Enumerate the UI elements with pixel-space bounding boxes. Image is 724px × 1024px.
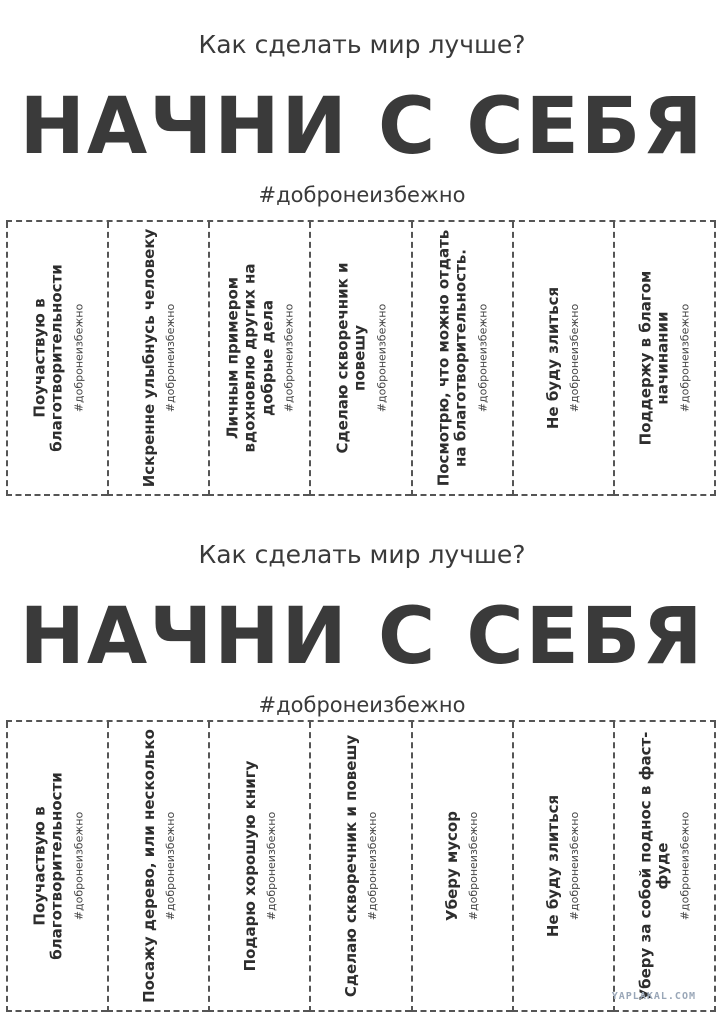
hashtag: #добронеизбежно: [258, 183, 466, 207]
tear-off-strip[interactable]: [411, 222, 512, 496]
tear-off-strip[interactable]: [613, 722, 716, 1012]
strip-hashtag: #добронеизбежно: [678, 303, 692, 413]
strip-hashtag: #добронеизбежно: [71, 811, 85, 921]
hashtag: #добронеизбежно: [258, 693, 466, 717]
strip-text: Поучаствую в благотворительности: [29, 772, 66, 960]
strip-text: Не буду злиться: [544, 286, 563, 430]
strip-hashtag: #добронеизбежно: [163, 303, 177, 413]
strip-text: Посажу дерево, или несколько: [139, 729, 158, 1003]
tear-off-strip[interactable]: [512, 722, 613, 1012]
strip-text: Сделаю скворечник и повешу: [333, 262, 369, 454]
strip-text: Уберу за собой поднос в фаст-фуде: [636, 731, 672, 1001]
tear-off-strip[interactable]: [6, 722, 107, 1012]
strip-hashtag: #добронеизбежно: [568, 811, 582, 921]
tear-off-strips: [6, 720, 716, 1012]
strip-text: Посмотрю, что можно отдать на благотворительность.: [434, 229, 470, 487]
strip-hashtag: #добронеизбежно: [374, 303, 388, 413]
strip-text: Не буду злиться: [544, 794, 563, 938]
tear-off-strip[interactable]: [6, 222, 107, 496]
headline: НАЧНИ С СЕБЯ: [19, 592, 705, 682]
tear-off-strip[interactable]: [208, 722, 309, 1012]
tear-off-strip[interactable]: [309, 222, 410, 496]
headline: НАЧНИ С СЕБЯ: [19, 82, 705, 172]
tear-off-strip[interactable]: [107, 722, 208, 1012]
strip-hashtag: #добронеизбежно: [467, 811, 481, 921]
tear-off-strip[interactable]: [309, 722, 410, 1012]
strip-hashtag: #добронеизбежно: [366, 811, 380, 921]
strip-hashtag: #добронеизбежно: [163, 811, 177, 921]
strip-text: Сделаю скворечник и повешу: [341, 734, 360, 998]
strip-hashtag: #добронеизбежно: [568, 303, 582, 413]
strip-hashtag: #добронеизбежно: [475, 303, 489, 413]
question-heading: Как сделать мир лучше?: [198, 540, 526, 569]
tear-off-strip[interactable]: [411, 722, 512, 1012]
tear-off-strip[interactable]: [512, 222, 613, 496]
strip-hashtag: #добронеизбежно: [264, 811, 278, 921]
tear-off-strip[interactable]: [208, 222, 309, 496]
strip-text: Поддержу в благом начинании: [636, 270, 672, 446]
strip-hashtag: #добронеизбежно: [678, 811, 692, 921]
question-heading: Как сделать мир лучше?: [198, 30, 526, 59]
strip-text: Искренне улыбнусь человеку: [139, 228, 158, 488]
strip-hashtag: #добронеизбежно: [71, 303, 85, 413]
tear-off-strip[interactable]: [107, 222, 208, 496]
strip-hashtag: #добронеизбежно: [282, 303, 296, 413]
tear-off-strips: [6, 220, 716, 496]
strip-text: Поучаствую в благотворительности: [29, 264, 66, 452]
watermark: YAPLAKAL.COM: [611, 991, 696, 1002]
tear-off-strip[interactable]: [613, 222, 716, 496]
strip-text: Уберу мусор: [443, 811, 461, 921]
strip-text: Подарю хорошую книгу: [240, 760, 259, 972]
strip-text: Личным примером вдохновлю других на добрые дела: [223, 263, 276, 453]
